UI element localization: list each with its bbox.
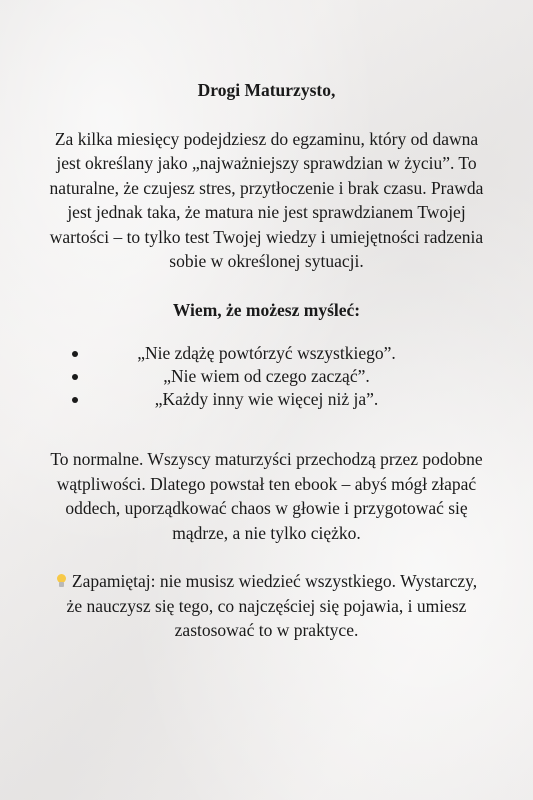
list-item (48, 342, 485, 365)
lightbulb-icon (56, 574, 67, 588)
remember-paragraph (48, 569, 485, 643)
greeting: Drogi Maturzysto, (197, 80, 336, 100)
list-item (48, 388, 485, 411)
bullet-icon (72, 374, 78, 380)
list-item-text: „Nie zdążę powtórzyć wszystkiego”. (137, 343, 396, 363)
letter (48, 78, 485, 643)
list-item (48, 365, 485, 388)
bullet-icon (72, 397, 78, 403)
bullet-icon (72, 351, 78, 357)
worries-list (48, 342, 485, 411)
normal-paragraph: To normalne. Wszyscy maturzyści przechodzą przez podobne wątpliwości. Dlatego powstał ten ebook – abyś mógł złapać oddech, uporządkować chaos w głowie i przygotować się mądrze, a nie tylko ciężko. (50, 449, 483, 543)
remember-text: Zapamiętaj: nie musisz wiedzieć wszystkiego. Wystarczy, że nauczysz się tego, co najczęściej się pojawia, i umiesz zastosować to w praktyce. (66, 571, 478, 640)
list-item-text: „Nie wiem od czego zacząć”. (163, 366, 370, 386)
intro-paragraph: Za kilka miesięcy podejdziesz do egzaminu, który od dawna jest określany jako „najważniejszy sprawdzian w życiu”. To naturalne, że czujesz stres, przytłoczenie i brak czasu. Prawda jest jednak taka, że matura nie jest sprawdzianem Twojej wartości – to tylko test Twojej wiedzy i umiejętności radzenia sobie w określonej sytuacji. (49, 128, 484, 271)
list-item-text: „Każdy inny wie więcej niż ja”. (154, 389, 379, 409)
worries-heading: Wiem, że możesz myśleć: (172, 299, 361, 320)
